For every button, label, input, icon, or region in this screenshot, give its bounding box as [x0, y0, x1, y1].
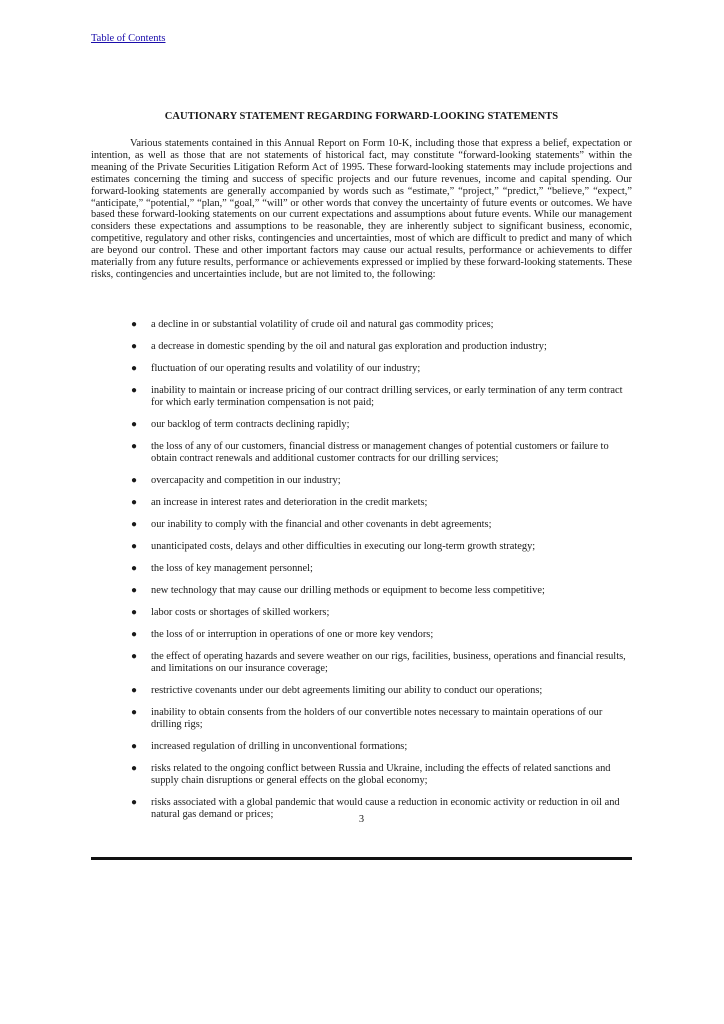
risk-factors-list — [91, 319, 632, 831]
intro-paragraph: Various statements contained in this Annual Report on Form 10-K, including those that express a belief, expectation or intention, as well as those that are not statements of historical fact, may constitute “forward-looking statements” within the meaning of the Private Securities Litigation Reform Act of 1995. These forward-looking statements may include projections and estimates concerning the timing and success of specific projects and our future revenues, income and capital spending. Our forward-looking statements are generally accompanied by words such as “estimate,” “project,” “predict,” “believe,” “expect,” “anticipate,” “potential,” “plan,” “goal,” “will” or other words that convey the uncertainty of future events or outcomes. We have based these forward-looking statements on our current expectations and assumptions about future events. While our management considers these expectations and assumptions to be reasonable, they are inherently subject to significant business, economic, competitive, regulatory and other risks, contingencies and uncertainties, most of which are difficult to predict and many of which are beyond our control. These and other important factors may cause our actual results, performance or achievements to differ materially from any future results, performance or achievements expressed or implied by these forward-looking statements. These risks, contingencies and uncertainties include, but are not limited to, the following: — [91, 138, 632, 280]
list-item — [91, 341, 632, 353]
list-item-text: inability to maintain or increase pricing of our contract drilling services, or early termination of any term contract for which early termination compensation is not paid; — [151, 385, 623, 408]
bullet-icon: ● — [131, 319, 138, 330]
list-item — [91, 519, 632, 531]
list-item-text: the loss of any of our customers, financial distress or management changes of potential customers or failure to obtain contract renewals and additional customer contracts for our drilling services; — [151, 441, 609, 464]
list-item-text: risks related to the ongoing conflict between Russia and Ukraine, including the effects of related sanctions and supply chain disruptions or general effects on the global economy; — [151, 763, 611, 786]
list-item — [91, 419, 632, 431]
list-item-text: the loss of or interruption in operations of one or more key vendors; — [151, 629, 434, 640]
list-item — [91, 475, 632, 487]
page-divider — [91, 857, 632, 860]
list-item — [91, 707, 632, 731]
list-item — [91, 541, 632, 553]
list-item — [91, 385, 632, 409]
bullet-icon: ● — [131, 585, 138, 596]
bullet-icon: ● — [131, 363, 138, 374]
list-item-text: increased regulation of drilling in unconventional formations; — [151, 741, 408, 752]
list-item-text: the loss of key management personnel; — [151, 563, 313, 574]
list-item-text: labor costs or shortages of skilled workers; — [151, 607, 330, 618]
list-item-text: an increase in interest rates and deterioration in the credit markets; — [151, 497, 428, 508]
bullet-icon: ● — [131, 563, 138, 574]
page-number: 3 — [358, 814, 365, 825]
list-item-text: restrictive covenants under our debt agreements limiting our ability to conduct our operations; — [151, 685, 543, 696]
section-heading: CAUTIONARY STATEMENT REGARDING FORWARD-LOOKING STATEMENTS — [164, 111, 559, 122]
bullet-icon: ● — [131, 707, 138, 718]
list-item-text: risks associated with a global pandemic that would cause a reduction in economic activity or reduction in oil and natural gas demand or prices; — [151, 797, 620, 820]
bullet-icon: ● — [131, 607, 138, 618]
bullet-icon: ● — [131, 497, 138, 508]
list-item-text: a decrease in domestic spending by the oil and natural gas exploration and production industry; — [151, 341, 547, 352]
bullet-icon: ● — [131, 685, 138, 696]
list-item-text: our backlog of term contracts declining rapidly; — [151, 419, 350, 430]
list-item-text: unanticipated costs, delays and other difficulties in executing our long-term growth strategy; — [151, 541, 536, 552]
list-item — [91, 763, 632, 787]
bullet-icon: ● — [131, 519, 138, 530]
list-item-text: the effect of operating hazards and severe weather on our rigs, facilities, business, operations and financial results, and limitations on our insurance coverage; — [151, 651, 626, 674]
list-item — [91, 685, 632, 697]
bullet-icon: ● — [131, 385, 138, 396]
bullet-icon: ● — [131, 629, 138, 640]
list-item — [91, 319, 632, 331]
list-item — [91, 629, 632, 641]
list-item — [91, 363, 632, 375]
list-item-text: our inability to comply with the financial and other covenants in debt agreements; — [151, 519, 492, 530]
list-item — [91, 607, 632, 619]
bullet-icon: ● — [131, 441, 138, 452]
list-item-text: a decline in or substantial volatility of crude oil and natural gas commodity prices; — [151, 319, 494, 330]
list-item — [91, 651, 632, 675]
list-item-text: overcapacity and competition in our industry; — [151, 475, 341, 486]
list-item — [91, 585, 632, 597]
list-item-text: new technology that may cause our drilling methods or equipment to become less competitive; — [151, 585, 545, 596]
list-item — [91, 497, 632, 509]
bullet-icon: ● — [131, 475, 138, 486]
bullet-icon: ● — [131, 651, 138, 662]
list-item — [91, 741, 632, 753]
bullet-icon: ● — [131, 741, 138, 752]
bullet-icon: ● — [131, 341, 138, 352]
list-item — [91, 441, 632, 465]
bullet-icon: ● — [131, 541, 138, 552]
bullet-icon: ● — [131, 419, 138, 430]
list-item-text: fluctuation of our operating results and volatility of our industry; — [151, 363, 421, 374]
bullet-icon: ● — [131, 763, 138, 774]
bullet-icon: ● — [131, 797, 138, 808]
table-of-contents-link[interactable]: Table of Contents — [91, 33, 166, 44]
list-item-text: inability to obtain consents from the holders of our convertible notes necessary to maintain operations of our drilling rigs; — [151, 707, 603, 730]
list-item — [91, 563, 632, 575]
